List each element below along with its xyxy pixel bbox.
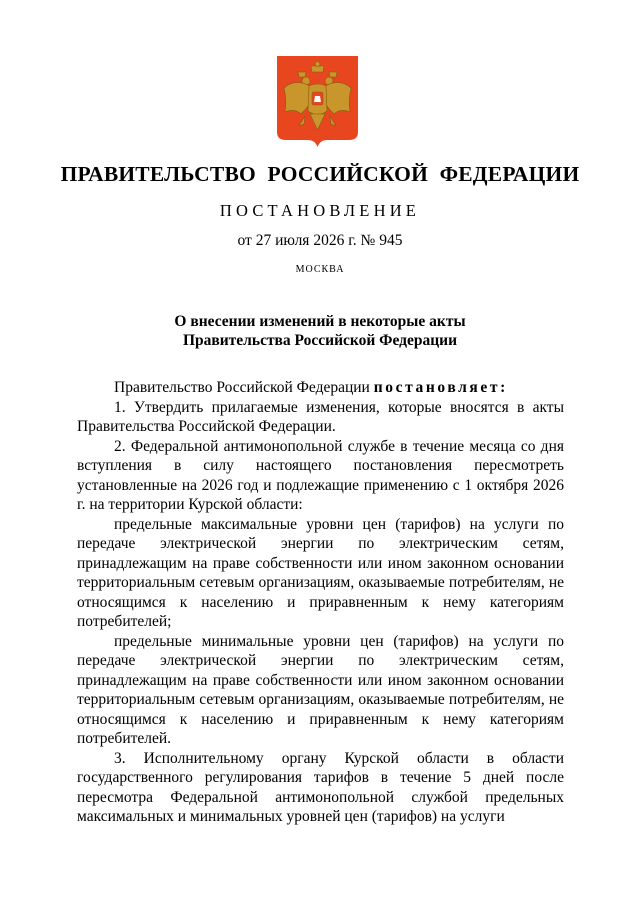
title-line-1: О внесении изменений в некоторые акты <box>174 313 466 330</box>
document-date-number: от 27 июля 2026 г. № 945 <box>237 232 403 249</box>
paragraph-1: 1. Утвердить прилагаемые изменения, которые вносятся в акты Правительства Российской Федерации. <box>77 398 564 435</box>
intro-text: Правительство Российской Федерации <box>114 379 374 396</box>
government-name: ПРАВИТЕЛЬСТВО РОССИЙСКОЙ ФЕДЕРАЦИИ <box>60 162 580 186</box>
paragraph-2b: предельные минимальные уровни цен (тарифов) на услуги по передаче электрической энергии по электрическим сетям, принадлежащим на праве собственности или ином законном основании территориальным сетевым организациям, оказываемые потребителям, не относящимся к населению и приравненным к нему категориям потребителей. <box>77 632 564 747</box>
document-type: ПОСТАНОВЛЕНИЕ <box>219 201 421 220</box>
intro-paragraph <box>77 378 564 398</box>
paragraph-2a: предельные максимальные уровни цен (тарифов) на услуги по передаче электрической энергии по электрическим сетям, принадлежащим на праве собственности или ином законном основании территориальным сетевым организациям, оказываемые потребителям, не относящимся к населению и приравненным к нему категориям потребителей; <box>77 515 564 630</box>
intro-emphasis: постановляет: <box>373 379 508 396</box>
document-body <box>77 378 564 827</box>
document-city: МОСКВА <box>295 264 345 275</box>
paragraph-2: 2. Федеральной антимонопольной службе в течение месяца со дня вступления в силу настоящего постановления пересмотреть установленные на 2026 год и подлежащие применению с 1 октября 2026 г. на территории Курской области: <box>77 437 564 513</box>
document-title <box>0 312 640 350</box>
paragraph-3: 3. Исполнительному органу Курской области в области государственного регулирования тарифов в течение 5 дней после пересмотра Федеральной антимонопольной службой предельных максимальных и минимальных уровней цен (тарифов) на услуги <box>77 749 564 825</box>
title-line-2: Правительства Российской Федерации <box>182 332 458 349</box>
coat-of-arms-icon <box>277 56 358 147</box>
